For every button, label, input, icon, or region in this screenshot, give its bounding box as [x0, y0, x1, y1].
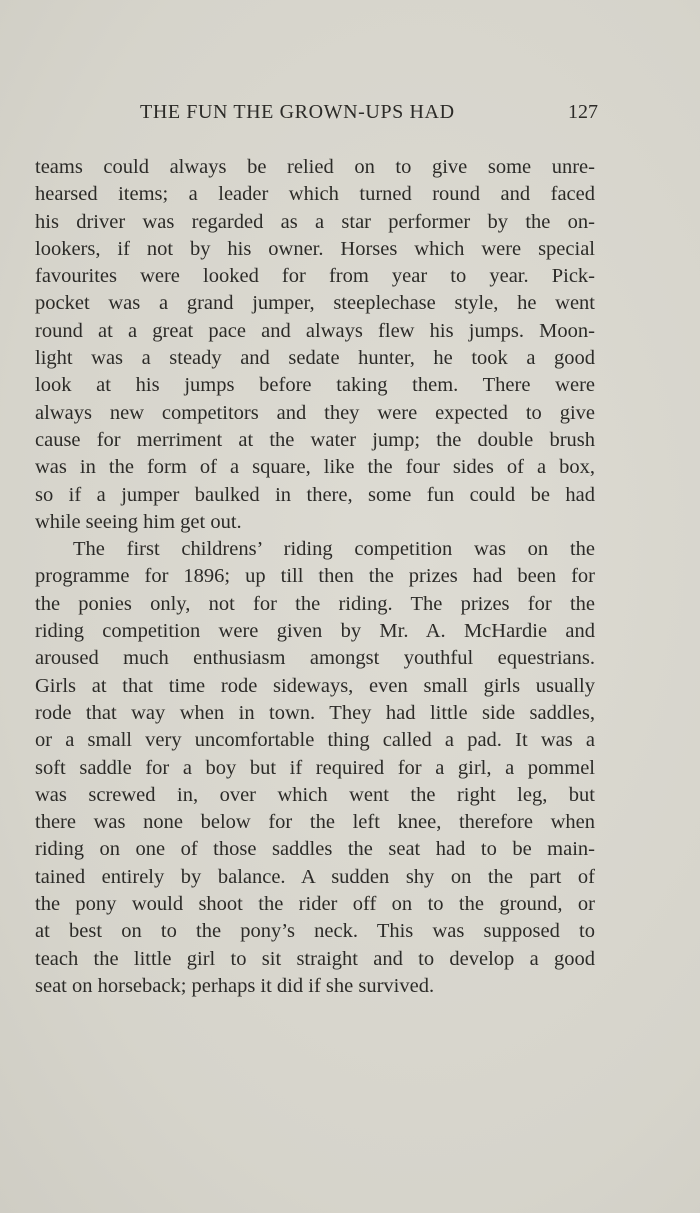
page-header — [140, 101, 598, 129]
text-line: favourites were looked for from year to year. Pick- — [35, 265, 595, 288]
text-line: while seeing him get out. — [35, 510, 242, 533]
body-text — [35, 154, 595, 1000]
text-line: tained entirely by balance. A sudden shy on the part of — [35, 865, 595, 888]
text-line: Girls at that time rode sideways, even small girls usually — [35, 674, 595, 697]
text-line: hearsed items; a leader which turned round and faced — [35, 183, 595, 206]
text-line: cause for merriment at the water jump; the double brush — [35, 428, 595, 451]
text-line: pocket was a grand jumper, steeplechase style, he went — [35, 292, 595, 315]
text-line: or a small very uncomfortable thing called a pad. It was a — [35, 729, 595, 752]
text-line: teach the little girl to sit straight and to develop a good — [35, 947, 595, 970]
text-line: lookers, if not by his owner. Horses which were special — [35, 237, 595, 260]
text-line: at best on to the pony’s neck. This was supposed to — [35, 920, 595, 943]
text-line: was in the form of a square, like the four sides of a box, — [35, 456, 595, 479]
text-line: soft saddle for a boy but if required for a girl, a pommel — [35, 756, 595, 779]
text-line: programme for 1896; up till then the prizes had been for — [35, 565, 595, 588]
text-line: aroused much enthusiasm amongst youthful equestrians. — [35, 647, 595, 670]
text-line: look at his jumps before taking them. There were — [35, 374, 595, 397]
text-line: the ponies only, not for the riding. The prizes for the — [35, 592, 595, 615]
page-number: 127 — [568, 101, 598, 123]
text-line: seat on horseback; perhaps it did if she survived. — [35, 974, 435, 997]
text-line: the pony would shoot the rider off on to the ground, or — [35, 893, 595, 916]
text-line: always new competitors and they were expected to give — [35, 401, 595, 424]
text-line: was screwed in, over which went the right leg, but — [35, 783, 595, 806]
text-line: riding on one of those saddles the seat had to be main- — [35, 838, 595, 861]
paragraph-2 — [35, 536, 595, 1000]
text-line: so if a jumper baulked in there, some fun could be had — [35, 483, 595, 506]
text-line: there was none below for the left knee, therefore when — [35, 811, 595, 834]
text-line: teams could always be relied on to give some unre- — [35, 156, 595, 178]
text-line: riding competition were given by Mr. A. McHardie and — [35, 620, 595, 643]
text-line: his driver was regarded as a star performer by the on- — [35, 210, 595, 233]
text-line: The first childrens’ riding competition was on the — [73, 538, 595, 561]
text-line: light was a steady and sedate hunter, he took a good — [35, 347, 595, 370]
paragraph-1 — [35, 154, 595, 536]
running-head: THE FUN THE GROWN-UPS HAD — [140, 101, 455, 123]
text-line: round at a great pace and always flew his jumps. Moon- — [35, 319, 595, 342]
text-line: rode that way when in town. They had little side saddles, — [35, 701, 595, 724]
